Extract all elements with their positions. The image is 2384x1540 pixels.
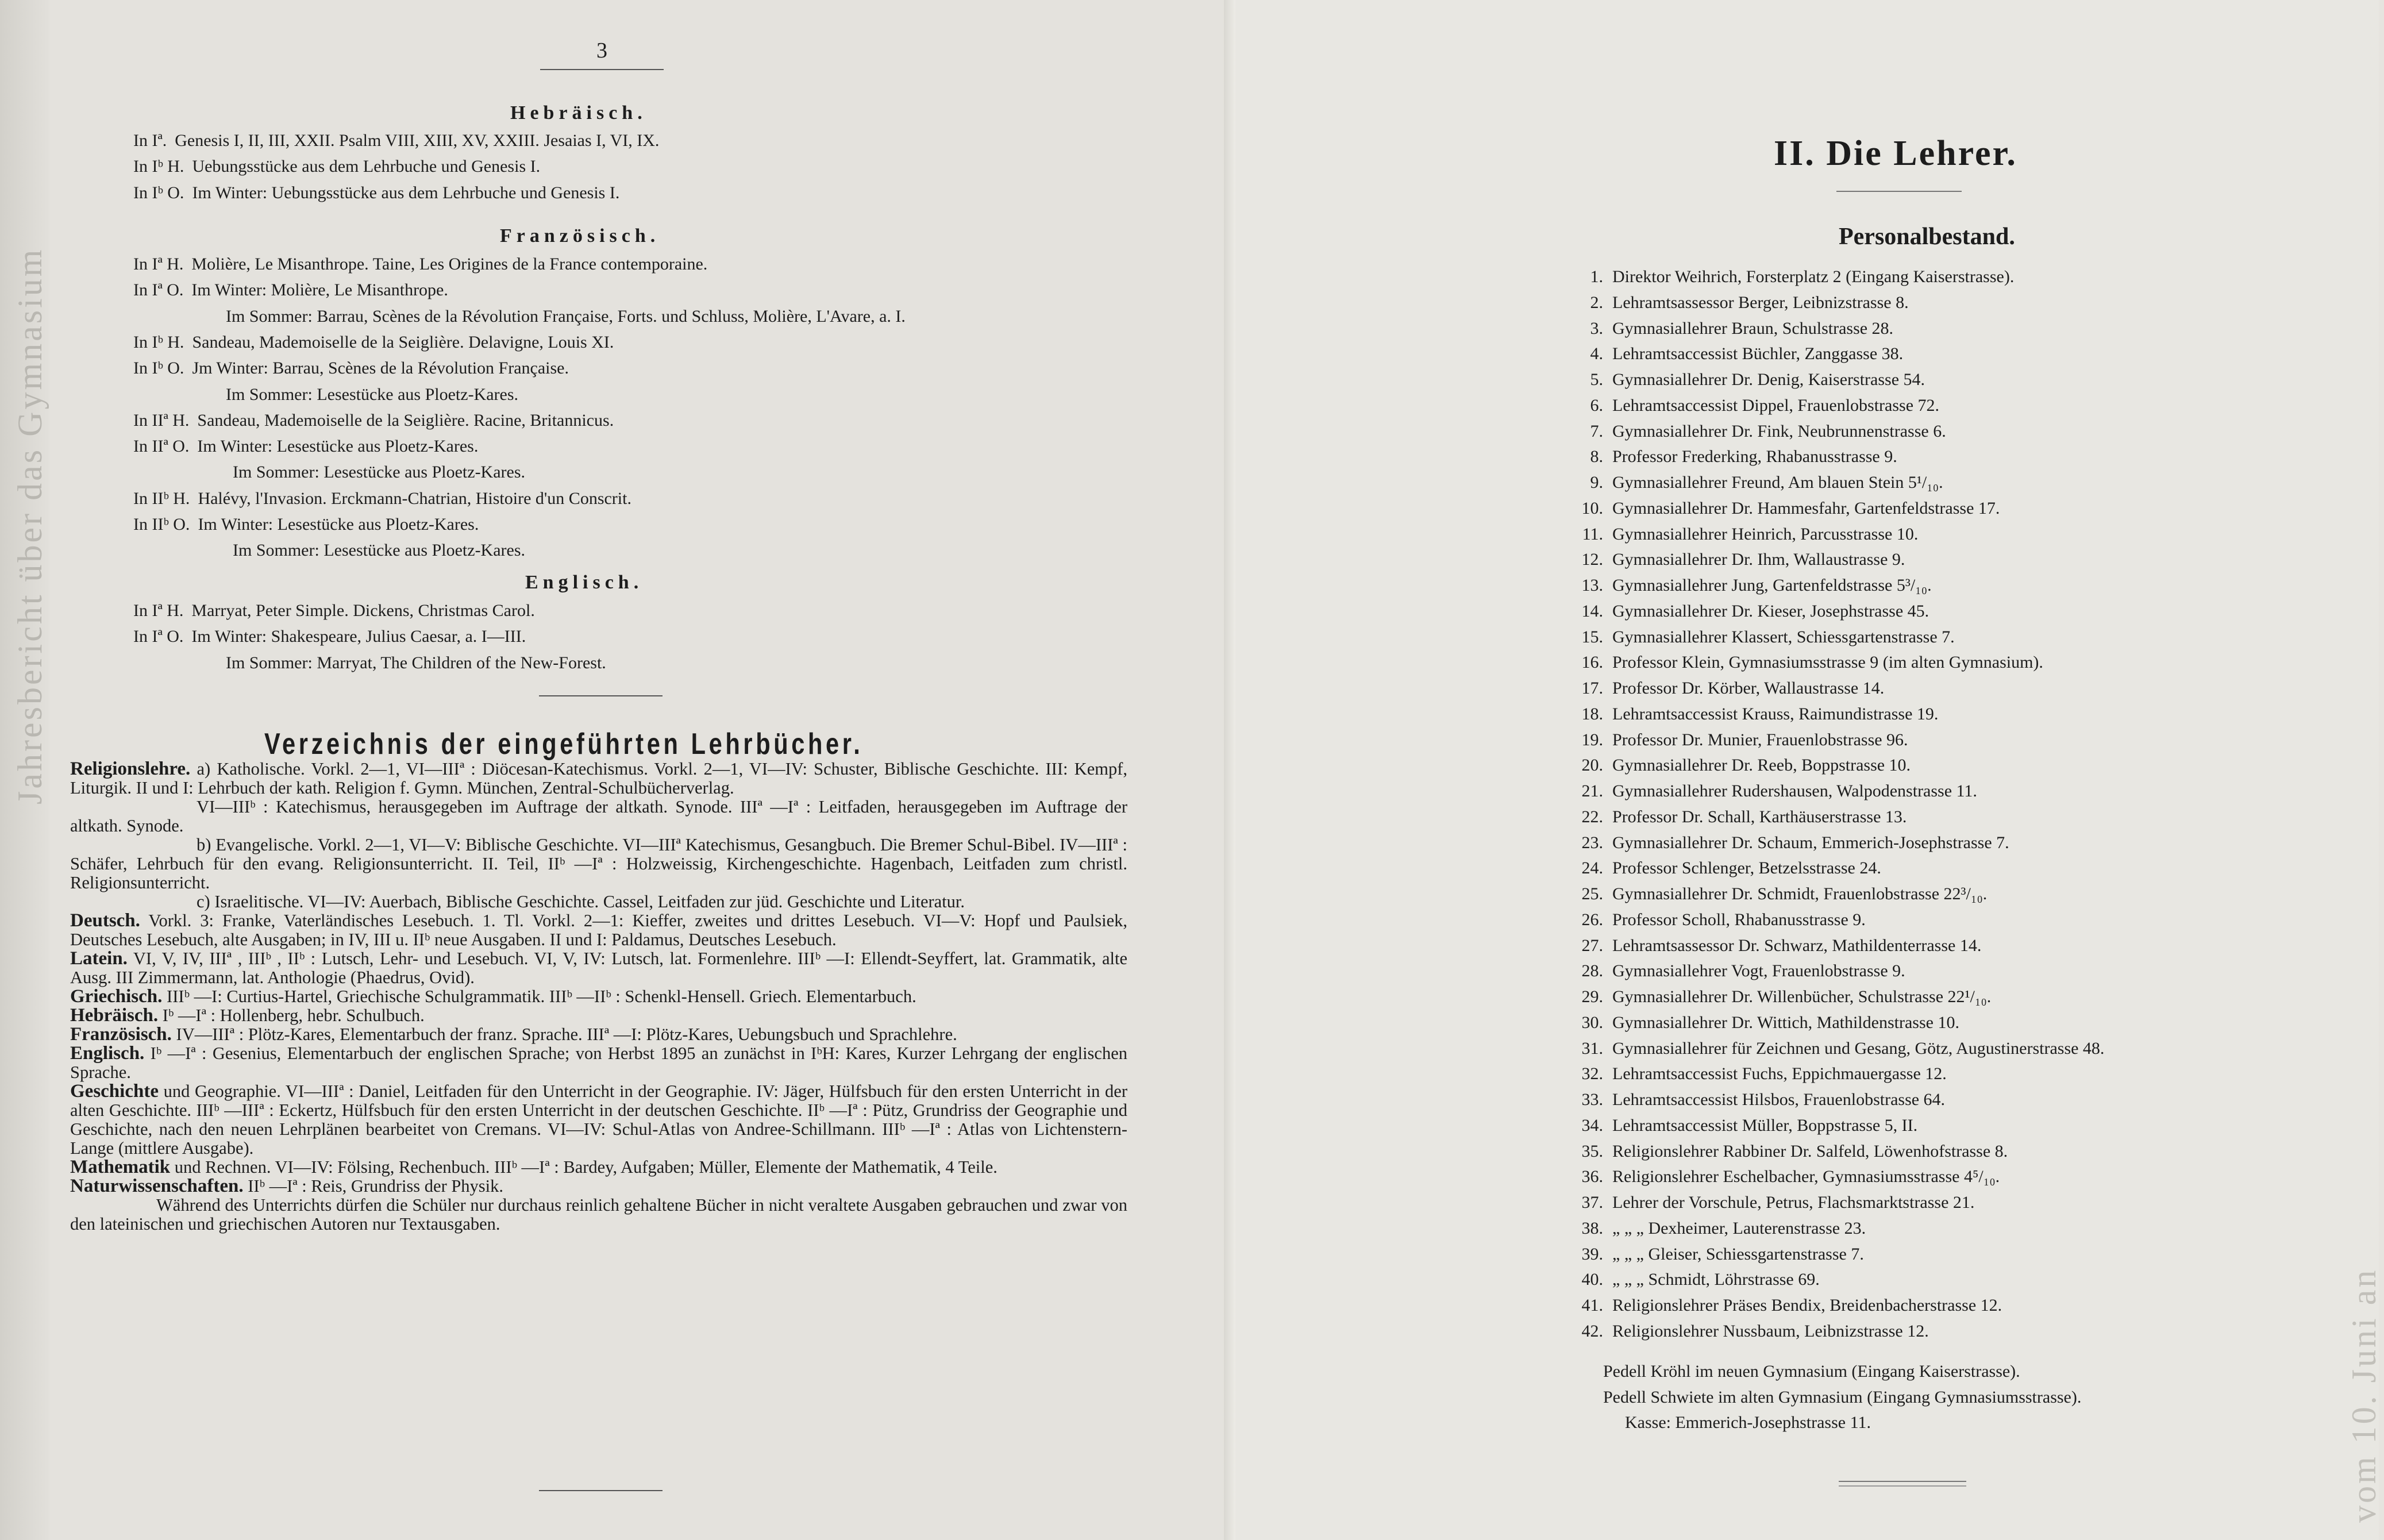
teacher-number: 41.	[1581, 1296, 1603, 1315]
teacher-row	[1554, 753, 1911, 779]
teacher-number: 32.	[1581, 1064, 1603, 1084]
teacher-row	[1554, 702, 1938, 727]
teacher-number: 31.	[1581, 1038, 1603, 1058]
textbook-text: c) Israelitische. VI—IV: Auerbach, Biblische Geschichte. Cassel, Leitfaden zur jüd. Geschichte und Literatur.	[197, 892, 965, 911]
teacher-row	[1554, 1216, 1866, 1242]
line-text: Sandeau, Mademoiselle de la Seiglière. Delavigne, Louis XI.	[192, 332, 614, 352]
teacher-row	[1554, 1010, 1959, 1036]
class-label: In Iª H.	[133, 255, 184, 274]
teacher-row	[1554, 984, 1991, 1010]
teacher-entry: Gymnasiallehrer für Zeichnen und Gesang, Götz, Augustinerstrasse 48.	[1612, 1038, 2105, 1058]
class-label: In Iᵇ O.	[133, 359, 184, 378]
textbook-text: b) Evangelische. Vorkl. 2—1, VI—V: Biblische Geschichte. VI—IIIª Katechismus, Gesangbuch. Die Bremer Schul-Bibel. IV—IIIª : Schäfer, Lehrbuch für den evang. Religionsunterricht. II. Teil, IIᵇ —Iª : Holzweissig, Kirchengeschichte. Hagenbach, Leitfaden zum christl. Religionsunterricht.	[70, 835, 1127, 892]
english-line	[133, 598, 535, 623]
line-text: Uebungsstücke aus dem Lehrbuche und Genesis I.	[192, 157, 541, 176]
teacher-entry: Lehramtsaccessist Krauss, Raimundistrasse 19.	[1612, 704, 1939, 723]
page-end-divider	[539, 1490, 663, 1491]
teacher-entry: Gymnasiallehrer Dr. Hammesfahr, Gartenfeldstrasse 17.	[1612, 498, 2000, 518]
line-text: Jm Winter: Barrau, Scènes de la Révolution Française.	[192, 359, 569, 378]
teacher-row	[1554, 1190, 1974, 1216]
class-label: In Iª.	[133, 131, 167, 150]
textbook-text: Während des Unterrichts dürfen die Schüler nur durchaus reinlich gehaltene Bücher in nicht veraltete Ausgaben gebrauchen und zwar von den lateinischen und griechischen Autoren nur Textausgaben.	[70, 1195, 1127, 1234]
teacher-row	[1554, 625, 1955, 650]
teacher-entry: Professor Klein, Gymnasiumsstrasse 9 (im alten Gymnasium).	[1612, 653, 2043, 672]
teacher-row	[1554, 933, 1981, 959]
teacher-entry: Gymnasiallehrer Dr. Willenbücher, Schulstrasse 22¹/₁₀.	[1612, 987, 1992, 1006]
teacher-row	[1554, 573, 1932, 599]
subject-heading: Hebräisch.	[70, 1005, 159, 1026]
teacher-number: 5.	[1590, 370, 1603, 389]
french-line	[133, 511, 479, 537]
textbook-text: Vorkl. 3: Franke, Vaterländisches Lesebuch. 1. Tl. Vorkl. 2—1: Kieffer, zweites und drittes Lesebuch. VI—V: Hopf und Paulsiek, Deutsches Lesebuch, alte Ausgaben; in IV, III u. IIᵇ neue Ausgaben. II und I: Paldamus, Deutsches Lesebuch.	[70, 911, 1127, 949]
teacher-row	[1554, 727, 1908, 753]
subject-heading: Geschichte	[70, 1081, 159, 1102]
teacher-row	[1554, 264, 2014, 290]
teacher-row	[1554, 1319, 1929, 1345]
teacher-row	[1554, 804, 1907, 830]
line-text: Molière, Le Misanthrope. Taine, Les Origines de la France contemporaine.	[191, 255, 708, 274]
teacher-number: 2.	[1590, 292, 1603, 312]
teacher-number: 37.	[1581, 1193, 1603, 1212]
line-text: Im Winter: Lesestücke aus Ploetz-Kares.	[198, 515, 479, 534]
textbook-text: und Geographie. VI—IIIª : Daniel, Leitfaden für den Unterricht in der Geographie. IV: Jäger, Hülfsbuch für den ersten Unterricht in der alten Geschichte. IIIᵇ —IIIª : Eckertz, Hülfsbuch für den ersten Unterricht in der deutschen Geschichte. IIᵇ —Iª : Pütz, Grundriss der Geographie und Geschichte, nach den neuen Lehrplänen bearbeitet von Cremans. VI—IV: Schul-Atlas von Andree-Schillmann. IIIᵇ —Iª : Atlas von Lichtenstern-Lange (mittlere Ausgabe).	[70, 1081, 1127, 1158]
chapter-title: II. Die Lehrer.	[1774, 134, 2017, 173]
teacher-number: 7.	[1590, 421, 1603, 441]
textbook-text: IV—IIIª : Plötz-Kares, Elementarbuch der franz. Sprache. IIIª —I: Plötz-Kares, Uebungsbuch und Sprachlehre.	[171, 1025, 957, 1044]
class-label: In Iᵇ H.	[133, 332, 184, 352]
textbook-text: Iᵇ —Iª : Gesenius, Elementarbuch der englischen Sprache; von Herbst 1895 an zunächst in IᵇH: Kares, Kurzer Lehrgang der englischen Sprache.	[70, 1044, 1127, 1082]
teacher-entry: Lehramtsaccessist Fuchs, Eppichmauergasse 12.	[1612, 1064, 1947, 1084]
teacher-entry: Religionslehrer Rabbiner Dr. Salfeld, Löwenhofstrasse 8.	[1612, 1141, 2008, 1161]
teacher-number: 1.	[1590, 267, 1603, 286]
textbook-entry	[70, 836, 1127, 892]
subject-heading: Mathematik	[70, 1157, 171, 1177]
french-line	[133, 486, 631, 511]
teacher-row	[1554, 1242, 1864, 1268]
english-line	[133, 623, 526, 649]
textbook-entry	[70, 1044, 1127, 1082]
subject-heading: Religionslehre.	[70, 759, 191, 779]
subject-heading: Deutsch.	[70, 910, 140, 931]
textbook-entry	[70, 1082, 1127, 1158]
teacher-number: 30.	[1581, 1012, 1603, 1032]
textbook-entry	[70, 798, 1127, 836]
chapter-title-rule	[1836, 191, 1962, 192]
teacher-row	[1554, 290, 1909, 316]
textbook-entry	[70, 1006, 1127, 1025]
teacher-entry: Professor Dr. Körber, Wallaustrasse 14.	[1612, 679, 1885, 698]
teacher-entry: Lehramtsaccessist Büchler, Zanggasse 38.	[1612, 344, 1904, 364]
teacher-number: 4.	[1590, 344, 1603, 364]
french-line	[233, 537, 525, 563]
textbook-text: Iᵇ —Iª : Hollenberg, hebr. Schulbuch.	[158, 1006, 425, 1025]
teacher-entry: Professor Schlenger, Betzelsstrasse 24.	[1612, 858, 1881, 878]
french-line	[233, 459, 525, 485]
textbook-entry	[70, 1177, 1127, 1196]
teacher-row	[1554, 419, 1946, 445]
teacher-row	[1554, 522, 1918, 548]
teacher-entry: Religionslehrer Präses Bendix, Breidenbacherstrasse 12.	[1612, 1296, 2002, 1315]
staff-footer-line: Pedell Schwiete im alten Gymnasium (Eingang Gymnasiumsstrasse).	[1603, 1387, 2082, 1407]
teacher-number: 14.	[1581, 601, 1603, 621]
teacher-entry: Gymnasiallehrer Dr. Schmidt, Frauenlobstrasse 22³/₁₀.	[1612, 884, 1988, 903]
english-line	[226, 650, 606, 676]
teacher-entry: Gymnasiallehrer Klassert, Schiessgartenstrasse 7.	[1612, 627, 1955, 646]
binding-edge-strip	[0, 0, 49, 1540]
class-label: In Iª O.	[133, 627, 184, 646]
teacher-row	[1554, 676, 1884, 702]
teacher-number: 36.	[1581, 1167, 1603, 1187]
teacher-number: 6.	[1590, 395, 1603, 415]
teacher-row	[1554, 393, 1939, 419]
teacher-row	[1554, 907, 1866, 933]
teacher-row	[1554, 881, 1987, 907]
teacher-number: 23.	[1581, 833, 1603, 852]
teacher-number: 28.	[1581, 961, 1603, 981]
teacher-entry: Professor Dr. Schall, Karthäuserstrasse 13.	[1612, 807, 1907, 826]
french-line	[226, 382, 518, 407]
teacher-row	[1554, 1164, 2000, 1190]
teacher-entry: Gymnasiallehrer Vogt, Frauenlobstrasse 9.	[1612, 961, 1905, 981]
line-text: Im Sommer: Lesestücke aus Ploetz-Kares.	[233, 541, 526, 560]
textbook-text: VI, V, IV, IIIª , IIIᵇ , IIᵇ : Lutsch, Lehr- und Lesebuch. VI, V, IV: Lutsch, lat. Formenlehre. IIIᵇ —I: Ellendt-Seyffert, lat. Grammatik, alte Ausg. III Zimmermann, lat. Anthologie (Phaedrus, Ovid).	[70, 949, 1127, 987]
teacher-entry: Gymnasiallehrer Dr. Reeb, Boppstrasse 10.	[1612, 756, 1911, 775]
teacher-entry: Direktor Weihrich, Forsterplatz 2 (Eingang Kaiserstrasse).	[1612, 267, 2015, 286]
teacher-number: 38.	[1581, 1218, 1603, 1238]
textbook-entry	[70, 949, 1127, 987]
teacher-number: 12.	[1581, 550, 1603, 569]
hebrew-line	[133, 128, 659, 153]
right-page	[1235, 0, 2383, 1540]
textbook-entry	[70, 911, 1127, 949]
teacher-row	[1554, 1036, 2104, 1062]
teacher-number: 8.	[1590, 447, 1603, 467]
class-label: In IIª O.	[133, 437, 190, 456]
textbook-entry	[70, 987, 1127, 1006]
teacher-number: 10.	[1581, 498, 1603, 518]
teacher-entry: Gymnasiallehrer Dr. Ihm, Wallaustrasse 9.	[1612, 550, 1905, 569]
teacher-entry: Lehramtsaccessist Müller, Boppstrasse 5, II.	[1612, 1115, 1918, 1135]
teacher-row	[1554, 1139, 2008, 1165]
textbook-entry	[70, 1158, 1127, 1177]
teacher-entry: Professor Scholl, Rhabanusstrasse 9.	[1612, 910, 1866, 929]
teacher-row	[1554, 341, 1903, 367]
teacher-entry: Gymnasiallehrer Dr. Schaum, Emmerich-Josephstrasse 7.	[1612, 833, 2009, 852]
line-text: Im Winter: Lesestücke aus Ploetz-Kares.	[197, 437, 479, 456]
subject-heading: Griechisch.	[70, 986, 163, 1007]
subject-heading: Naturwissenschaften.	[70, 1176, 244, 1196]
staff-footer-line: Kasse: Emmerich-Josephstrasse 11.	[1625, 1413, 1871, 1432]
teacher-entry: Gymnasiallehrer Freund, Am blauen Stein 5¹/₁₀.	[1612, 473, 1943, 492]
teacher-number: 20.	[1581, 756, 1603, 775]
teacher-number: 40.	[1581, 1270, 1603, 1289]
french-line	[226, 303, 906, 329]
teacher-number: 9.	[1590, 473, 1603, 492]
teacher-number: 21.	[1581, 781, 1603, 800]
subject-heading: Latein.	[70, 948, 128, 969]
teacher-row	[1554, 1113, 1917, 1139]
class-label: In Iª O.	[133, 280, 184, 300]
class-label: In IIª H.	[133, 410, 190, 430]
page-end-rule-2	[1839, 1485, 1966, 1487]
hebrew-line	[133, 180, 619, 206]
subject-heading: Französisch.	[70, 1024, 172, 1045]
teacher-row	[1554, 470, 1943, 496]
textbook-text: a) Katholische. Vorkl. 2—1, VI—IIIª : Diöcesan-Katechismus. Vorkl. 2—1, VI—IV: Schuster, Biblische Geschichte. III: Kempf, Liturgik. II und I: Lehrbuch der kath. Religion f. Gymn. München, Zentral-Schulbücherverlag.	[70, 759, 1127, 798]
teacher-number: 26.	[1581, 910, 1603, 929]
class-label: In IIᵇ H.	[133, 488, 190, 508]
teacher-number: 3.	[1590, 318, 1603, 338]
teacher-entry: Lehramtsaccessist Hilsbos, Frauenlobstrasse 64.	[1612, 1090, 1946, 1109]
section-title-french: Französisch.	[500, 225, 660, 247]
line-text: Im Sommer: Barrau, Scènes de la Révolution Française, Forts. und Schluss, Molière, L'Avare, a. I.	[226, 306, 906, 326]
teacher-row	[1554, 958, 1905, 984]
teacher-row	[1554, 1267, 1820, 1293]
edge-bleed-text: Jahresbericht über das Gymnasium	[11, 247, 49, 804]
teacher-number: 42.	[1581, 1321, 1603, 1341]
line-text: Im Winter: Uebungsstücke aus dem Lehrbuche und Genesis I.	[192, 183, 620, 202]
teacher-number: 19.	[1581, 730, 1603, 749]
french-line	[133, 407, 614, 433]
textbook-entry	[70, 1025, 1127, 1044]
textbook-entry	[70, 892, 1127, 911]
teacher-entry: „ „ „ Schmidt, Löhrstrasse 69.	[1612, 1270, 1820, 1289]
teacher-entry: Gymnasiallehrer Dr. Wittich, Mathildenstrasse 10.	[1612, 1012, 1959, 1032]
textbook-entry	[70, 1196, 1127, 1234]
line-text: Im Sommer: Lesestücke aus Ploetz-Kares.	[226, 384, 519, 404]
teacher-row	[1554, 856, 1881, 881]
textbook-entry	[70, 760, 1127, 798]
class-label: In Iᵇ O.	[133, 183, 184, 202]
french-line	[133, 251, 707, 277]
line-text: Im Sommer: Lesestücke aus Ploetz-Kares.	[233, 463, 526, 482]
line-text: Im Sommer: Marryat, The Children of the New-Forest.	[226, 653, 606, 672]
french-line	[133, 277, 448, 303]
teacher-entry: „ „ „ Gleiser, Schiessgartenstrasse 7.	[1612, 1244, 1864, 1264]
teacher-row	[1554, 1293, 2002, 1319]
teacher-number: 29.	[1581, 987, 1603, 1006]
section-title-hebrew: Hebräisch.	[510, 102, 647, 124]
teacher-number: 13.	[1581, 576, 1603, 595]
teacher-row	[1554, 779, 1977, 804]
teacher-row	[1554, 1087, 1945, 1113]
section-title-english: Englisch.	[525, 572, 644, 593]
teacher-entry: Lehrer der Vorschule, Petrus, Flachsmarktstrasse 21.	[1612, 1193, 1975, 1212]
teacher-entry: Lehramtsaccessist Dippel, Frauenlobstrasse 72.	[1612, 395, 1940, 415]
line-text: Halévy, l'Invasion. Erckmann-Chatrian, Histoire d'un Conscrit.	[198, 488, 631, 508]
teacher-entry: Professor Frederking, Rhabanusstrasse 9.	[1612, 447, 1897, 467]
class-label: In IIᵇ O.	[133, 515, 190, 534]
teacher-row	[1554, 1061, 1947, 1087]
teacher-entry: „ „ „ Dexheimer, Lauterenstrasse 23.	[1612, 1218, 1866, 1238]
french-line	[133, 355, 569, 381]
teacher-entry: Lehramtsassessor Dr. Schwarz, Mathildenterrasse 14.	[1612, 935, 1982, 955]
teacher-entry: Lehramtsassessor Berger, Leibnizstrasse 8.	[1612, 292, 1909, 312]
teacher-number: 35.	[1581, 1141, 1603, 1161]
teacher-entry: Gymnasiallehrer Rudershausen, Walpodenstrasse 11.	[1612, 781, 1977, 800]
teacher-row	[1554, 599, 1929, 625]
textbook-text: IIIᵇ —I: Curtius-Hartel, Griechische Schulgrammatik. IIIᵇ —IIᵇ : Schenkl-Hensell. Griech. Elementarbuch.	[162, 987, 916, 1006]
french-line	[133, 329, 614, 355]
teacher-entry: Gymnasiallehrer Dr. Denig, Kaiserstrasse 54.	[1612, 370, 1925, 389]
teacher-number: 18.	[1581, 704, 1603, 723]
teacher-entry: Professor Dr. Munier, Frauenlobstrasse 96.	[1612, 730, 1908, 749]
textbook-text: IIᵇ —Iª : Reis, Grundriss der Physik.	[243, 1176, 504, 1196]
subject-heading: Englisch.	[70, 1043, 145, 1064]
teacher-number: 27.	[1581, 935, 1603, 955]
page-number-rule	[540, 69, 664, 70]
line-text: Sandeau, Mademoiselle de la Seiglière. Racine, Britannicus.	[197, 410, 614, 430]
line-text: Marryat, Peter Simple. Dickens, Christmas Carol.	[191, 601, 535, 620]
teacher-row	[1554, 650, 2043, 676]
teacher-number: 11.	[1582, 524, 1603, 544]
french-line	[133, 433, 478, 459]
teacher-number: 15.	[1581, 627, 1603, 646]
teacher-number: 25.	[1581, 884, 1603, 903]
teacher-number: 34.	[1581, 1115, 1603, 1135]
teacher-row	[1554, 830, 2009, 856]
teacher-entry: Gymnasiallehrer Braun, Schulstrasse 28.	[1612, 318, 1894, 338]
line-text: Im Winter: Molière, Le Misanthrope.	[191, 280, 448, 300]
textbooks-heading: Verzeichnis der eingeführten Lehrbücher.	[264, 727, 864, 761]
class-label: In Iª H.	[133, 601, 184, 620]
textbook-list	[70, 760, 1127, 1234]
page-end-rule	[1839, 1481, 1966, 1482]
teacher-entry: Gymnasiallehrer Dr. Kieser, Josephstrasse 45.	[1612, 601, 1929, 621]
teacher-row	[1554, 367, 1925, 393]
teacher-row	[1554, 496, 2000, 522]
teacher-row	[1554, 547, 1905, 573]
line-text: Im Winter: Shakespeare, Julius Caesar, a. I—III.	[191, 627, 526, 646]
teacher-number: 24.	[1581, 858, 1603, 878]
class-label: In Iᵇ H.	[133, 157, 184, 176]
teacher-entry: Gymnasiallehrer Dr. Fink, Neubrunnenstrasse 6.	[1612, 421, 1946, 441]
teacher-entry: Gymnasiallehrer Jung, Gartenfeldstrasse 5³/₁₀.	[1612, 576, 1932, 595]
staff-footer-line: Pedell Kröhl im neuen Gymnasium (Eingang Kaiserstrasse).	[1603, 1362, 2020, 1381]
teacher-entry: Gymnasiallehrer Heinrich, Parcusstrasse 10.	[1612, 524, 1919, 544]
line-text: Genesis I, II, III, XXII. Psalm VIII, XIII, XV, XXIII. Jesaias I, VI, IX.	[175, 131, 660, 150]
teacher-number: 39.	[1581, 1244, 1603, 1264]
page-number: 3	[596, 38, 607, 63]
teacher-row	[1554, 316, 1893, 342]
textbook-text: und Rechnen. VI—IV: Fölsing, Rechenbuch. IIIᵇ —Iª : Bardey, Aufgaben; Müller, Elemente der Mathematik, 4 Teile.	[170, 1157, 997, 1177]
teacher-number: 22.	[1581, 807, 1603, 826]
teacher-entry: Religionslehrer Eschelbacher, Gymnasiumsstrasse 4⁵/₁₀.	[1612, 1167, 2000, 1187]
personnel-heading: Personalbestand.	[1839, 224, 2015, 250]
teacher-number: 17.	[1581, 679, 1603, 698]
teacher-entry: Religionslehrer Nussbaum, Leibnizstrasse 12.	[1612, 1321, 1929, 1341]
hebrew-line	[133, 153, 540, 179]
section-divider	[539, 695, 663, 696]
textbook-text: VI—IIIᵇ : Katechismus, herausgegeben im Auftrage der altkath. Synode. IIIª —Iª : Leitfaden, herausgegeben im Auftrage der altkath. Synode.	[70, 797, 1127, 836]
teacher-number: 16.	[1581, 653, 1603, 672]
teacher-row	[1554, 444, 1897, 470]
edge-bleed-text-right: vom 10. Juni an	[2345, 1268, 2383, 1523]
teacher-number: 33.	[1581, 1090, 1603, 1109]
